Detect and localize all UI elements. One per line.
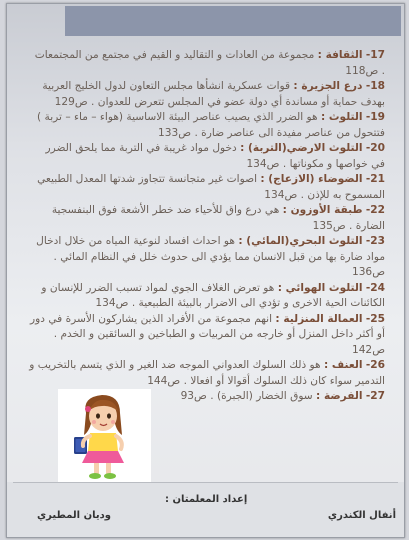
term-number: 20- xyxy=(365,142,385,154)
term-definition: هو ذلك السلوك العدواني الموجه ضد الغير و الذي يتسم بالتخريب و التدمير سواء كان ذلك السلوك أقوالا أو افعالا . ص144 xyxy=(29,359,385,387)
term-number: 22- xyxy=(365,204,385,216)
term-item xyxy=(29,79,385,110)
term-title: العنف : xyxy=(324,359,363,371)
term-definition: هو الضرر الذي يصيب عناصر البيئة الاساسية (هواء – ماء – تربة ) فتتحول من عناصر مفيدة الى عناصر ضارة . ص133 xyxy=(37,111,385,139)
term-title: الثقافة : xyxy=(317,49,363,61)
term-number: 25- xyxy=(365,312,385,325)
term-item xyxy=(29,281,385,312)
teacher-name-left: وديان المطيري xyxy=(37,510,111,521)
term-definition: قوات عسكرية انشأها مجلس التعاون لدول الخليج العربية بهدف حماية أو مساندة أي دولة عضو في المجلس تتعرض للعدوان . ص129 xyxy=(42,80,385,108)
term-title: الضوضاء (الازعاج) : xyxy=(260,173,363,185)
term-number: 27- xyxy=(365,390,385,402)
term-definition: هو تعرض الغلاف الجوي لمواد تسبب الضرر للإنسان و الكائنات الحية الاخرى و تؤدي الى الاضرار بالبيئة الطبيعية . ص134 xyxy=(41,281,385,309)
term-item xyxy=(29,110,385,141)
term-number: 23- xyxy=(365,235,385,247)
term-number: 26- xyxy=(365,359,385,371)
term-number: 19- xyxy=(365,111,385,123)
term-item xyxy=(29,312,385,359)
term-definition: دخول مواد غريبة في التربة مما يلحق الضرر في خواصها و مكوناتها . ص134 xyxy=(45,142,385,170)
term-number: 17- xyxy=(365,49,385,61)
term-number: 18- xyxy=(365,80,385,92)
term-item xyxy=(29,141,385,172)
term-definition: مجموعة من العادات و التقاليد و القيم في مجتمع من المجتمعات . ص118 xyxy=(34,49,385,77)
term-item xyxy=(29,172,385,203)
term-title: التلوث : xyxy=(320,111,363,123)
term-number: 24- xyxy=(365,281,385,294)
term-title: التلوث البحري(المائي) : xyxy=(238,235,363,247)
girl-with-book-icon xyxy=(58,389,151,484)
term-definition: سوق الخضار (الجبرة) . ص93 xyxy=(180,390,317,402)
footer-divider xyxy=(13,482,398,483)
term-title: درع الجزيرة : xyxy=(293,80,363,92)
prepared-by-label: إعداد المعلمتان : xyxy=(165,494,248,505)
document-page xyxy=(6,3,405,538)
term-definition: هي درع واق للأحياء ضد خطر الأشعة فوق البنفسجية الضارة . ص135 xyxy=(51,204,385,232)
header-bar xyxy=(65,6,401,36)
term-item xyxy=(29,234,385,281)
term-definition: انهم مجموعة من الأفراد الذين يشاركون الأسرة في دور أو أكثر داخل المنزل أو خارجه من المربيات و الطباخين و السائقين و الخدم . ص142 xyxy=(30,312,385,356)
term-item xyxy=(29,48,385,79)
teacher-name-right: أنفال الكندري xyxy=(327,510,396,521)
term-definition: اصوات غير متجانسة تتجاوز شدتها المعدل الطبيعي المسموح به للإذن . ص134 xyxy=(37,173,385,201)
footer xyxy=(7,482,404,537)
term-title: التلوث الارضي(التربة) : xyxy=(240,142,363,154)
term-title: التلوث الهوائي : xyxy=(277,281,363,294)
term-item xyxy=(29,203,385,234)
term-definition: هو احداث افساد لنوعية المياه من خلال ادخال مواد ضارة بها من قبل الانسان مما يؤدي الى حدوث خلل في النظام المائي . ص136 xyxy=(36,235,385,278)
term-number: 21- xyxy=(365,173,385,185)
terms-list xyxy=(29,48,385,405)
term-item xyxy=(29,358,385,389)
girl-with-book-illustration xyxy=(58,389,151,484)
term-title: الفرضة : xyxy=(316,390,363,402)
term-title: طبقة الأوزون : xyxy=(282,204,363,216)
term-title: العمالة المنزلية : xyxy=(275,312,363,325)
